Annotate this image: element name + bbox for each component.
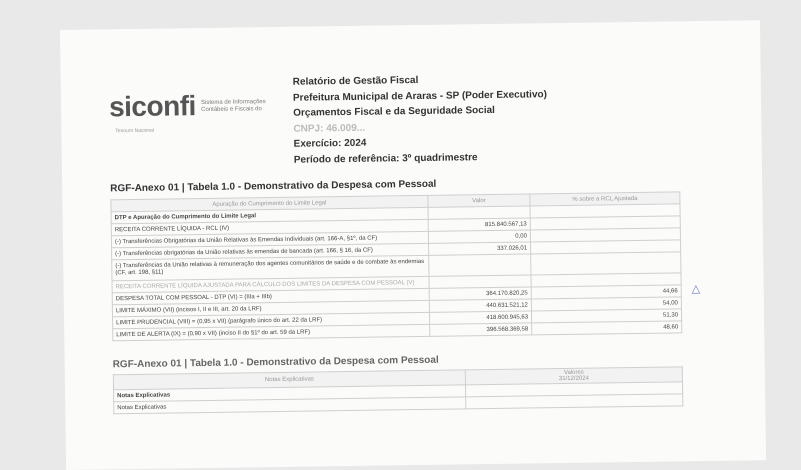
table2	[113, 366, 684, 414]
header-title: Relatório de Gestão Fiscal	[292, 75, 419, 88]
header-cnpj: CNPJ: 46.009...	[293, 122, 366, 135]
table-row: (-) Transferências obrigatórias da União relativas às emendas de bancada (art. 166, § 16, da CF) 337.026,01	[112, 240, 681, 260]
header-entity: Prefeitura Municipal de Araras - SP (Poder Executivo)	[292, 88, 547, 104]
table2-title: RGF-Anexo 01 | Tabela 1.0 - Demonstrativo da Despesa com Pessoal	[112, 354, 439, 371]
table-row: LIMITE MÁXIMO (VII) (incisos I, II e III, art. 20 da LRF) 440.631.521,12 54,00	[112, 297, 681, 317]
report-header	[293, 71, 548, 168]
siconfi-logo	[108, 90, 266, 135]
alert-icon: △	[691, 283, 701, 296]
table-row: DESPESA TOTAL COM PESSOAL - DTP (VI) = (IIIa + IIIb) 364.170.820,25 44,66	[112, 285, 681, 305]
table1-title: RGF-Anexo 01 | Tabela 1.0 - Demonstrativo da Despesa com Pessoal	[110, 178, 437, 195]
table-row: LIMITE DE ALERTA (IX) = (0,90 x VII) (inciso II do §1º do art. 59 da LRF) 396.568.369,58 48,60	[113, 321, 682, 341]
header-period: Período de referência: 3º quadrimestre	[293, 151, 478, 166]
header-year: Exercício: 2024	[293, 137, 367, 150]
table2-col-date: 31/12/2024	[558, 375, 589, 383]
table-row: (-) Transferências da União relativas à remuneração dos agentes comunitários de saúde e de combate às endemias (CF, art. 198, §11)	[112, 252, 681, 281]
header-budget: Orçamentos Fiscal e da Seguridade Social	[293, 104, 495, 119]
table-row: Notas Explicativas	[114, 382, 683, 402]
table1	[110, 191, 682, 341]
table2-col-valores-label: Valores	[563, 369, 584, 376]
table-row: Notas Explicativas	[114, 394, 683, 414]
table-row: DTP e Apuração do Cumprimento do Limite Legal	[111, 204, 680, 224]
table1-col-valor: Valor	[428, 194, 530, 207]
table-row: RECEITA CORRENTE LÍQUIDA - RCL (IV) 815.840.567,13	[111, 216, 680, 236]
logo-subtitle: Sistema de Informações Contábeis e Fiscais do	[200, 99, 266, 114]
table-row: RECEITA CORRENTE LÍQUIDA AJUSTADA PARA CÁLCULO DOS LIMITES DA DESPESA COM PESSOAL (V)	[112, 273, 681, 293]
table2-col-notes: Notas Explicativas	[113, 370, 465, 390]
table-row: (-) Transferências Obrigatórias da União Relativas às Emendas Individuais (art. 166-A, §1º, da CF) 0,00	[111, 228, 680, 248]
logo-word: siconfi	[108, 90, 197, 123]
table-row: LIMITE PRUDENCIAL (VIII) = (0,95 x VII) (parágrafo único do art. 22 da LRF) 418.600.945,63 51,30	[113, 309, 682, 329]
report-page	[60, 20, 766, 470]
table1-col-main: Apuração do Cumprimento do Limite Legal	[111, 195, 428, 211]
logo-under: Tesouro Nacional	[115, 127, 155, 135]
table1-col-pct: % sobre a RCL Ajustada	[530, 192, 680, 206]
